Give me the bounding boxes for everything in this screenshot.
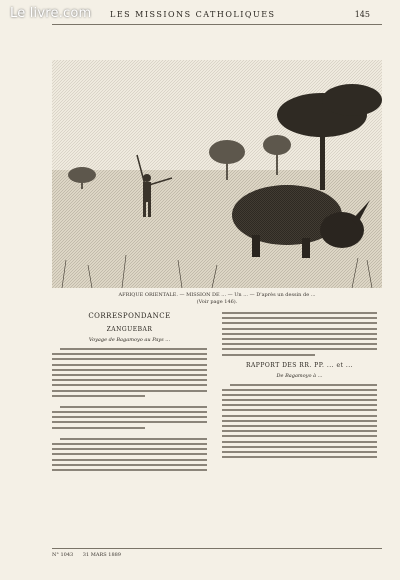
report-heading: RAPPORT DES RR. PP. ... et ... xyxy=(245,361,354,369)
hunting-scene-illustration xyxy=(52,60,382,288)
body-text-block xyxy=(52,348,207,471)
watermark: Le livre.com xyxy=(10,6,92,21)
issue-number: N° 1043 xyxy=(52,552,74,558)
caption-line: (Voir page 146). xyxy=(196,299,238,305)
left-column xyxy=(52,312,207,474)
right-column xyxy=(222,312,377,461)
caption-line: AFRIQUE ORIENTALE. — MISSION DE ... — Un ... — D'après un dessin de ... xyxy=(118,292,316,298)
section-title: CORRESPONDANCE xyxy=(88,312,171,320)
footer-rule xyxy=(52,548,382,549)
issue-date: 31 MARS 1889 xyxy=(82,552,121,558)
body-text-block xyxy=(222,312,377,356)
report-subheading: De Bagamoyo à ... xyxy=(276,372,323,379)
page-number: 145 xyxy=(354,10,370,19)
section-subsubheading: Voyage de Bagamoyo au Pays ... xyxy=(88,337,171,343)
illustration-caption xyxy=(52,292,382,306)
section-subheading: ZANGUEBAR xyxy=(106,326,153,333)
engraving-illustration xyxy=(52,60,382,288)
journal-title: LES MISSIONS CATHOLIQUES xyxy=(110,10,276,19)
page-footer xyxy=(52,552,382,558)
page-header xyxy=(70,8,370,22)
body-text-block xyxy=(222,384,377,459)
header-rule xyxy=(52,24,382,25)
